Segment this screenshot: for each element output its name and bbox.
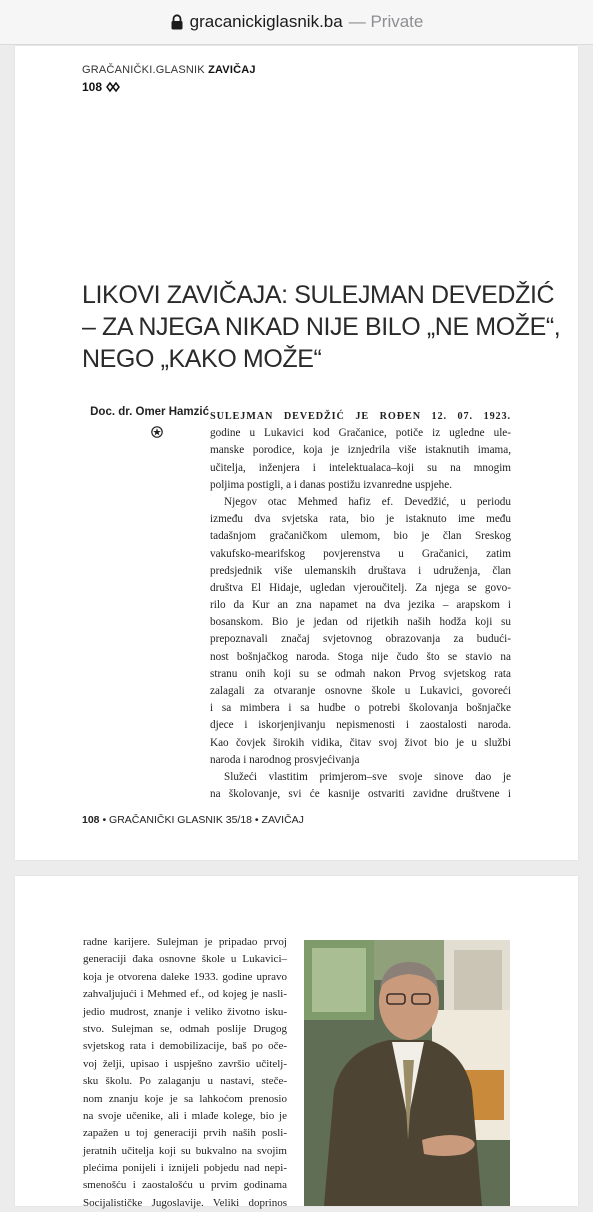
magazine-page-1 — [15, 46, 578, 860]
text-line: na školovanje, svi će kasnije ostvariti zavidne društvene i — [210, 788, 511, 801]
text-line: Socijalističke Jugoslavije. Veliki doprinos — [83, 1196, 287, 1209]
text-line: nost bošnjačkog naroda. Stoga nije čudo što se stavio na — [210, 650, 511, 663]
star-icon — [151, 426, 163, 438]
text-line: bosanskom. Bio je jedan od rijetkih naših hodža koji su — [210, 616, 511, 629]
text-line: voj želji, upisao i uspješno završio učitelj- — [83, 1057, 287, 1070]
text-line: smenošću i zaostalošću u prvim godinama — [83, 1179, 287, 1192]
text-line: vakufsko-mearifskog povjerenstva u Gračanici, zatim — [210, 547, 511, 560]
text-line: zalagali za otvaranje osnovne škole u Lukavici, govoreći — [210, 685, 511, 697]
article-body-column — [210, 408, 511, 803]
lock-icon — [170, 14, 184, 30]
portrait-photo — [304, 940, 510, 1206]
text-line: između dva svjetska rata, bio je istaknuto ime među — [210, 513, 511, 526]
running-header: GRAČANIČKI.GLASNIK ZAVIČAJ — [82, 64, 256, 76]
text-line: društva El Hidaje, ugledan vjeroučitelj. Za njega se govo- — [210, 581, 511, 594]
text-line: prepoznavali značaj svjetovnog obrazovanja za budući- — [210, 633, 511, 646]
text-line: na svoje učenike, ali i mlađe kolege, bio je — [83, 1109, 287, 1122]
article-body-column — [83, 934, 287, 1212]
text-line: radne karijere. Sulejman je pripadao prvoj — [83, 936, 287, 948]
text-line: Kao čovjek širokih vidika, čitav svoj život bio je u službi — [210, 736, 511, 749]
text-line: generaciji đaka osnovne škole u Lukavici– — [83, 953, 287, 966]
text-line: manske porodice, koja je iznjedrila više istaknutih imama, — [210, 444, 511, 457]
text-line: djece i iskorjenjivanju nepismenosti i zaostalosti naroda. — [210, 719, 511, 732]
private-indicator: — Private — [348, 12, 424, 31]
page-footer: 108 • GRAČANIČKI GLASNIK 35/18 • ZAVIČAJ — [82, 814, 304, 826]
text-line: naroda i narodnog prosvjećivanja — [210, 753, 360, 766]
text-line: koja je otvorena daleke 1933. godine upravo — [83, 970, 287, 983]
lead-line: SULEJMAN DEVEDŽIĆ JE ROĐEN 12. 07. 1923. — [210, 411, 511, 422]
text-line: plećima ponijeli i iznijeli pobjedu nad nepi- — [83, 1162, 287, 1175]
text-line: nom znanju koje je sa lahkoćom prenosio — [83, 1092, 287, 1105]
author-name: Doc. dr. Omer Hamzić — [90, 406, 209, 418]
magazine-page-2 — [15, 876, 578, 1209]
text-line: poljima postigli, a i danas postižu izvanredne uspjehe. — [210, 478, 453, 491]
text-line: jedio mudrost, znanje i veliko životno isku- — [83, 1005, 287, 1018]
browser-address-bar[interactable] — [0, 0, 593, 45]
text-line: stvo. Sulejman se, odmah poslije Drugog — [83, 1022, 287, 1035]
text-line: i sa mimbera i sa hudbe o potrebi školovanja bošnjačke — [210, 702, 511, 715]
text-line: tadašnjom gračaničkom ulemom, bio je član Sreskog — [210, 530, 511, 543]
text-line: jeratnih učitelja koji su bukvalno na svojim — [83, 1144, 287, 1157]
text-line: svjetskog rata i demobilizacije, baš po oče- — [83, 1040, 287, 1053]
ornament-icon — [106, 81, 120, 93]
text-line: predsjednik više ulemanskih društava i udruženja, član — [210, 564, 511, 577]
text-line: zahvaljujući i Mehmed ef., od kojeg je nasli- — [83, 988, 287, 1001]
text-line: Njegov otac Mehmed hafiz ef. Devedžić, u periodu — [224, 495, 511, 508]
url-text: gracanickiglasnik.ba — [189, 12, 343, 31]
text-line: učitelja, inženjera i intelektualaca–koji su na mnogim — [210, 461, 511, 474]
page-number-header: 108 — [82, 80, 120, 94]
text-line: Služeći vlastitim primjerom–sve svoje sinove dao je — [224, 770, 511, 783]
text-line: godine u Lukavici kod Gračanice, potiče iz ugledne ule- — [210, 427, 511, 440]
text-line: zapažen u toj generaciji prvih naših posli- — [83, 1127, 287, 1140]
article-title: LIKOVI ZAVIČAJA: SULEJMAN DEVEDŽIĆ – ZA NJEGA NIKAD NIJE BILO „NE MOŽE“, NEGO „KAKO MOŽE“ — [82, 281, 561, 373]
text-line: sku školu. Po zalaganju u nastavi, steče- — [83, 1075, 287, 1088]
text-line: stranu onih koji su se odmah nakon Prvog svjetskog rata — [210, 667, 511, 680]
text-line: rilo da Kur an zna napamet na dva jezika – arapskom i — [210, 599, 511, 612]
